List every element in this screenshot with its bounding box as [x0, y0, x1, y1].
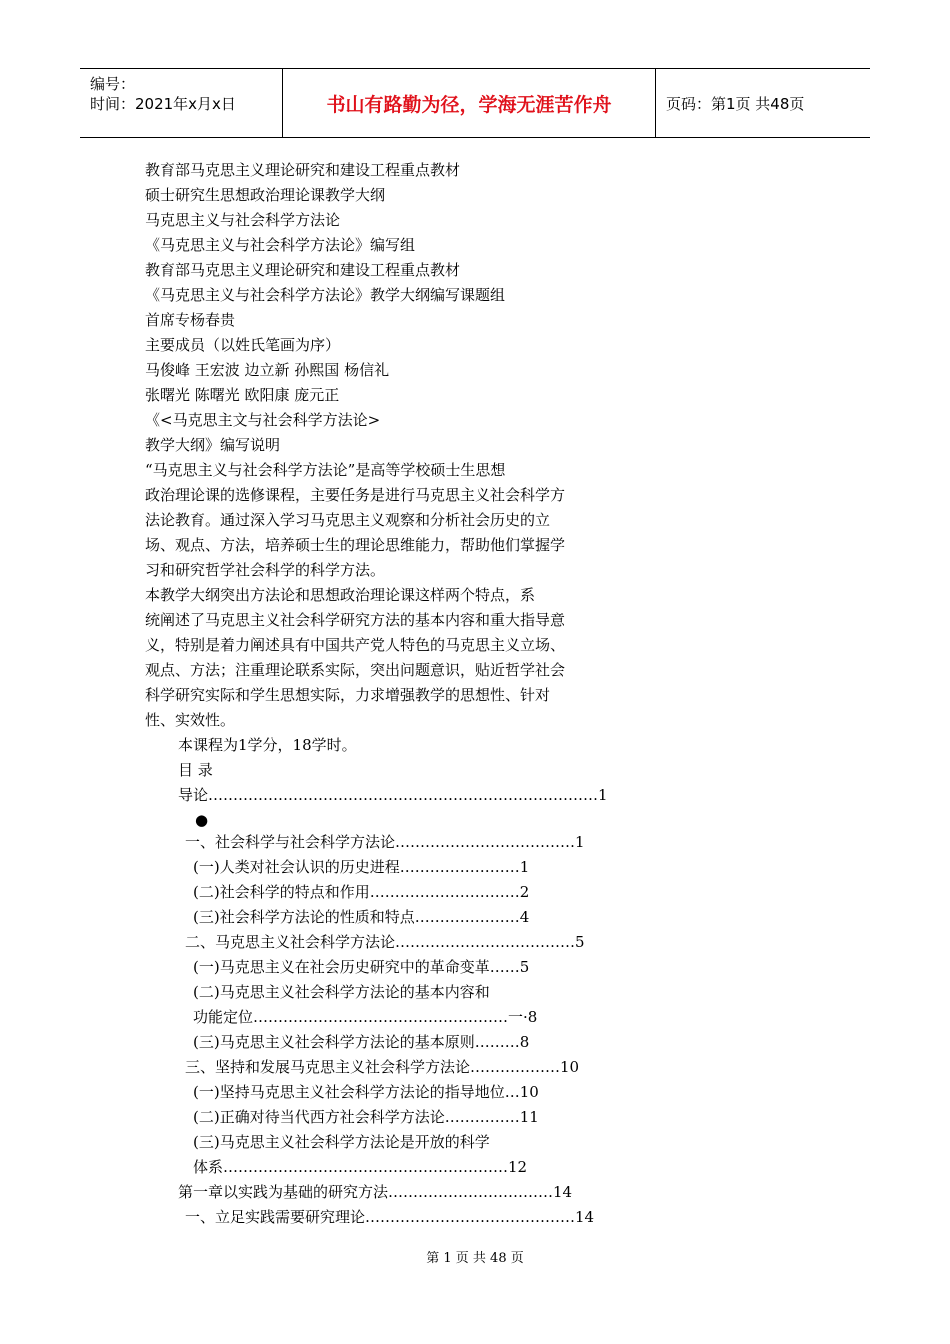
toc-line: ● [195, 811, 209, 829]
toc-line: (一)坚持马克思主义社会科学方法论的指导地位…10 [193, 1083, 539, 1101]
body-line: 本课程为1学分，18学时。 [178, 736, 357, 754]
body-line: 教育部马克思主义理论研究和建设工程重点教材 [145, 261, 461, 279]
toc-line: (三)马克思主义社会科学方法论的基本原则………8 [193, 1033, 530, 1051]
body-line: 首席专杨春贵 [145, 311, 236, 329]
toc-line: 功能定位……………………………………………一·8 [193, 1008, 538, 1026]
toc-line: 二、马克思主义社会科学方法论………………………………5 [185, 933, 585, 951]
body-line: 观点、方法；注重理论联系实际，突出问题意识，贴近哲学社会 [145, 661, 566, 679]
toc-line: 第一章以实践为基础的研究方法……………………………14 [178, 1183, 573, 1201]
toc-line: (三)社会科学方法论的性质和特点…………………4 [193, 908, 530, 926]
body-line: 法论教育。通过深入学习马克思主义观察和分析社会历史的立 [145, 511, 551, 529]
page-info: 页码：第1页 共48页 [666, 94, 805, 113]
body-line: 教育部马克思主义理论研究和建设工程重点教材 [145, 161, 461, 179]
body-line: 政治理论课的选修课程，主要任务是进行马克思主义社会科学方 [145, 486, 566, 504]
toc-line: 一、社会科学与社会科学方法论………………………………1 [185, 833, 585, 851]
time-label: 时间：2021年x月x日 [90, 95, 236, 113]
body-line: 统阐述了马克思主义社会科学研究方法的基本内容和重大指导意 [145, 611, 566, 629]
body-line: 《马克思主义与社会科学方法论》编写组 [145, 236, 416, 254]
header-meta-cell [80, 69, 283, 137]
body-line: 习和研究哲学社会科学的科学方法。 [145, 561, 386, 579]
body-line: 硕士研究生思想政治理论课教学大纲 [145, 186, 386, 204]
body-line: 义，特别是着力阐述具有中国共产党人特色的马克思主义立场、 [145, 636, 566, 654]
header-table [80, 68, 870, 138]
body-line: 教学大纲》编写说明 [145, 436, 281, 454]
toc-line: (二)社会科学的特点和作用…………………………2 [193, 883, 530, 901]
toc-line: (三)马克思主义社会科学方法论是开放的科学 [193, 1133, 490, 1151]
body-line: “马克思主义与社会科学方法论”是高等学校硕士生思想 [145, 461, 506, 479]
motto: 书山有路勤为径，学海无涯苦作舟 [283, 69, 656, 137]
body-line: 科学研究实际和学生思想实际，力求增强教学的思想性、针对 [145, 686, 551, 704]
body-line: 《<马克思主文与社会科学方法论> [145, 411, 381, 429]
toc-line: (一)人类对社会认识的历史进程……………………1 [193, 858, 530, 876]
body-line: 场、观点、方法，培养硕士生的理论思维能力，帮助他们掌握学 [145, 536, 566, 554]
toc-line: (二)正确对待当代西方社会科学方法论……………11 [193, 1108, 539, 1126]
body-line: 张曙光 陈曙光 欧阳康 庞元正 [145, 386, 340, 404]
toc-line: 导论……………………………………………………………………1 [178, 786, 608, 804]
body-line: 目 录 [178, 761, 213, 779]
toc-line: (二)马克思主义社会科学方法论的基本内容和 [193, 983, 490, 1001]
toc-line: (一)马克思主义在社会历史研究中的革命变革……5 [193, 958, 530, 976]
body-line: 《马克思主义与社会科学方法论》教学大纲编写课题组 [145, 286, 506, 304]
body-line: 本教学大纲突出方法论和思想政治理论课这样两个特点，系 [145, 586, 536, 604]
toc-line: 三、坚持和发展马克思主义社会科学方法论………………10 [185, 1058, 580, 1076]
body-line: 主要成员（以姓氏笔画为序） [145, 336, 341, 354]
number-label: 编号： [90, 75, 136, 93]
toc-line: 体系…………………………………………………12 [193, 1158, 528, 1176]
body-line: 性、实效性。 [145, 711, 236, 729]
body-line: 马俊峰 王宏波 边立新 孙熙国 杨信礼 [145, 361, 390, 379]
page-footer: 第 1 页 共 48 页 [426, 1251, 524, 1266]
body-line: 马克思主义与社会科学方法论 [145, 211, 341, 229]
toc-line: 一、立足实践需要研究理论……………………………………14 [185, 1208, 595, 1226]
